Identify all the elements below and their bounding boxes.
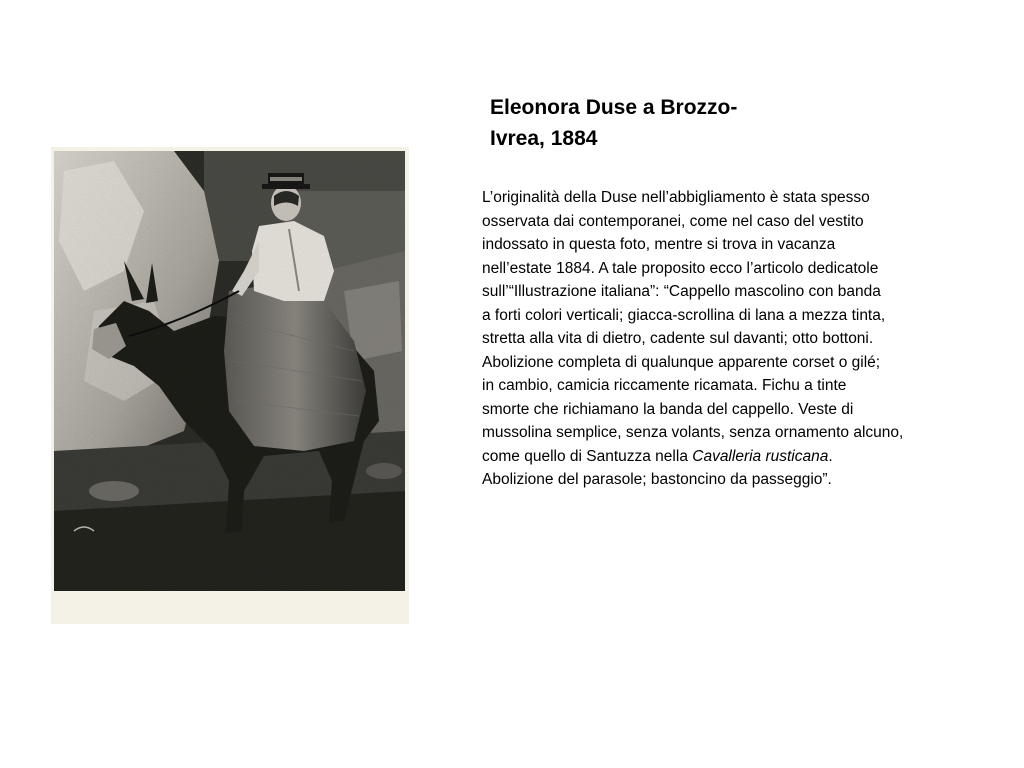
body-line: indossato in questa foto, mentre si trova in vacanza [482,236,836,253]
body-line: stretta alla vita di dietro, cadente sul davanti; otto bottoni. [482,330,874,347]
body-line-with-title [482,445,982,469]
photo-frame [51,147,409,624]
body-line: sull’“Illustrazione italiana”: “Cappello mascolino con banda [482,283,881,300]
body-line: a forti colori verticali; giacca-scrollina di lana a mezza tinta, [482,306,886,324]
slide-title [490,92,790,154]
body-line: osservata dai contemporanei, come nel caso del vestito [482,212,864,230]
body-line: mussolina semplice, senza volants, senza ornamento alcuno, [482,424,904,441]
body-line: in cambio, camicia riccamente ricamata. Fichu a tinte [482,377,847,394]
body-line: Abolizione completa di qualunque apparente corset o gilé; [482,353,881,371]
body-line: nell’estate 1884. A tale proposito ecco l’articolo dedicatole [482,259,879,277]
slide-title-line-2: Ivrea, 1884 [490,127,598,150]
slide-title-line-1: Eleonora Duse a Brozzo- [490,96,738,119]
body-line-text: come quello di Santuzza nella [482,447,693,465]
body-line: L’originalità della Duse nell’abbigliamento è stata spesso [482,189,870,206]
body-line: Abolizione del parasole; bastoncino da passeggio”. [482,471,832,488]
body-line-text: . [828,447,833,465]
slide-body-text [482,186,982,492]
body-line: smorte che richiamano la banda del cappello. Veste di [482,400,854,418]
opera-title: Cavalleria rusticana [692,447,829,465]
photograph-woman-on-donkey-icon [54,151,405,591]
